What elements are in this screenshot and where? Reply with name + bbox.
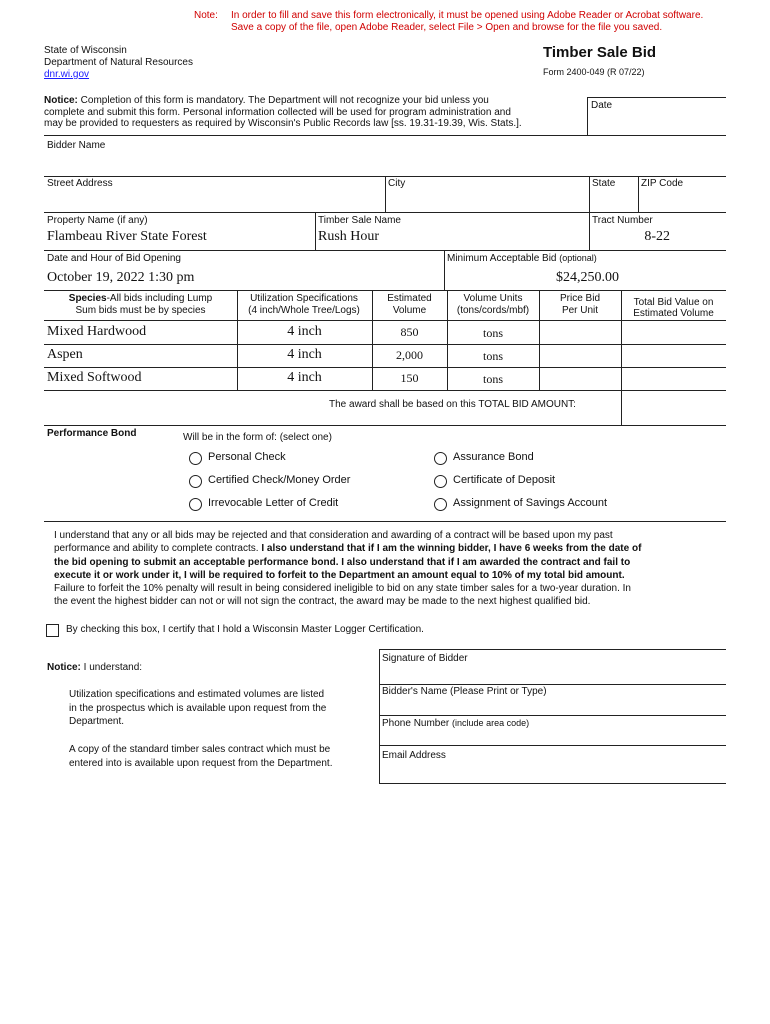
total-input[interactable] — [622, 345, 725, 367]
agency-state: State of Wisconsin — [44, 45, 127, 56]
signature-input[interactable] — [380, 665, 725, 683]
terms-paragraph: I understand that any or all bids may be rejected and that consideration and awarding of a contract will be based upon my past performance and ability to complete contracts. I also understand that if I am the winning bidder, I have 6 weeks from the date of the bid opening to submit an acceptable performance bond. I also understand that if I am awarded the contract and fail to execute it or work under it, I will be required to forfeit to the Department an amount equal to 10% of my total bid amount. Failure to forfeit the 10% penalty will result in being considered ineligible to bid on any state timber sales for a two-year duration. In the event the highest bidder can not or will not sign the contract, the award may be made to the next highest qualified bid. — [54, 530, 642, 608]
form-title: Timber Sale Bid — [543, 44, 657, 61]
understand-item-1: Utilization specifications and estimated volumes are listed in the prospectus which is available upon request from the Department. — [69, 689, 327, 727]
radio-assurance-label: Assurance Bond — [453, 451, 534, 463]
street-input[interactable] — [44, 190, 384, 211]
col-total-header: Total Bid Value on Estimated Volume — [633, 297, 714, 319]
util-cell[interactable]: 4 inch — [287, 347, 322, 362]
award-text: The award shall be based on this TOTAL BID AMOUNT: — [329, 399, 576, 410]
understand-heading: Notice: I understand: — [47, 662, 143, 673]
note-line-1: In order to fill and save this form electronically, it must be opened using Adobe Reader or Acrobat software. — [231, 10, 704, 21]
radio-letter-credit[interactable] — [189, 498, 202, 511]
col-units-header: Volume Units (tons/cords/mbf) — [456, 293, 530, 316]
note-line-2: Save a copy of the file, open Adobe Reader, select File > Open and browse for the file you saved. — [231, 22, 663, 33]
volume-cell[interactable]: 150 — [400, 371, 419, 385]
radio-deposit-label: Certificate of Deposit — [453, 474, 556, 486]
radio-personal-label: Personal Check — [208, 451, 286, 463]
property-label: Property Name (if any) — [47, 215, 148, 226]
radio-letter-label: Irrevocable Letter of Credit — [208, 497, 339, 509]
phone-label: Phone Number (include area code) — [382, 718, 530, 729]
zip-label: ZIP Code — [641, 178, 684, 189]
city-label: City — [388, 178, 406, 189]
units-cell[interactable]: tons — [482, 349, 503, 363]
state-input[interactable] — [590, 190, 637, 211]
units-cell[interactable]: tons — [482, 372, 503, 386]
radio-assurance-bond[interactable] — [434, 452, 447, 465]
price-input[interactable] — [540, 345, 620, 367]
bond-prompt: Will be in the form of: (select one) — [183, 432, 332, 443]
date-label: Date — [591, 100, 613, 111]
agency-website-link[interactable]: dnr.wi.gov — [44, 69, 90, 80]
col-volume-header: Estimated Volume — [387, 293, 432, 316]
bidder-print-name-input[interactable] — [380, 698, 725, 714]
volume-cell[interactable]: 850 — [400, 325, 419, 339]
species-cell[interactable]: Aspen — [47, 347, 83, 362]
bond-label: Performance Bond — [47, 428, 137, 439]
radio-savings-account[interactable] — [434, 498, 447, 511]
phone-input[interactable] — [380, 730, 725, 744]
city-input[interactable] — [386, 190, 588, 211]
street-label: Street Address — [47, 178, 113, 189]
total-bid-input[interactable] — [622, 391, 725, 424]
master-logger-label: By checking this box, I certify that I hold a Wisconsin Master Logger Certification. — [66, 624, 424, 635]
form-number: Form 2400-049 (R 07/22) — [543, 67, 645, 77]
zip-input[interactable] — [639, 190, 725, 211]
radio-certified-check[interactable] — [189, 475, 202, 488]
radio-savings-label: Assignment of Savings Account — [453, 497, 608, 509]
radio-certificate-deposit[interactable] — [434, 475, 447, 488]
species-cell[interactable]: Mixed Softwood — [47, 370, 142, 385]
price-input[interactable] — [540, 321, 620, 343]
radio-personal-check[interactable] — [189, 452, 202, 465]
util-cell[interactable]: 4 inch — [287, 324, 322, 339]
species-cell[interactable]: Mixed Hardwood — [47, 324, 147, 339]
total-input[interactable] — [622, 321, 725, 343]
volume-cell[interactable]: 2,000 — [396, 348, 423, 362]
property-input[interactable]: Flambeau River State Forest — [47, 229, 207, 244]
opening-label: Date and Hour of Bid Opening — [47, 253, 181, 264]
understand-item-2: A copy of the standard timber sales contract which must be entered into is available upon request from the Department. — [69, 744, 333, 769]
opening-input[interactable]: October 19, 2022 1:30 pm — [47, 270, 195, 285]
util-cell[interactable]: 4 inch — [287, 370, 322, 385]
radio-certified-label: Certified Check/Money Order — [208, 474, 351, 486]
bidder-print-name-label: Bidder's Name (Please Print or Type) — [382, 686, 547, 697]
email-input[interactable] — [380, 763, 725, 782]
tract-label: Tract Number — [592, 215, 653, 226]
note-label: Note: — [194, 10, 218, 21]
col-util-header: Utilization Specifications (4 inch/Whole Tree/Logs) — [248, 293, 360, 316]
min-bid-label: Minimum Acceptable Bid (optional) — [447, 253, 597, 264]
col-price-header: Price Bid Per Unit — [559, 293, 600, 316]
tract-input[interactable]: 8-22 — [644, 229, 670, 244]
notice-text: Notice: Completion of this form is mandatory. The Department will not recognize your bid unless you complete and submit this form. Personal information collected will be used for program administration and may be provided to requesters as required by Wisconsin's Public Records law [ss. 19.31-19.39, Wis. Stats.]. — [44, 95, 522, 129]
sale-name-label: Timber Sale Name — [318, 215, 401, 226]
sale-name-input[interactable]: Rush Hour — [318, 229, 380, 244]
signature-label: Signature of Bidder — [382, 653, 468, 664]
price-input[interactable] — [540, 368, 620, 389]
master-logger-checkbox[interactable] — [46, 624, 59, 637]
email-label: Email Address — [382, 750, 446, 761]
total-input[interactable] — [622, 368, 725, 389]
units-cell[interactable]: tons — [482, 326, 503, 340]
notice-label: Notice: — [44, 95, 78, 106]
state-label: State — [592, 178, 616, 189]
min-bid-input[interactable]: $24,250.00 — [556, 270, 619, 285]
bidder-name-input[interactable] — [44, 153, 726, 175]
col-species-header: Species-All bids including Lump Sum bids must be by species — [68, 293, 213, 316]
agency-dept: Department of Natural Resources — [44, 57, 193, 68]
date-input[interactable] — [588, 112, 725, 134]
bidder-name-label: Bidder Name — [47, 140, 106, 151]
